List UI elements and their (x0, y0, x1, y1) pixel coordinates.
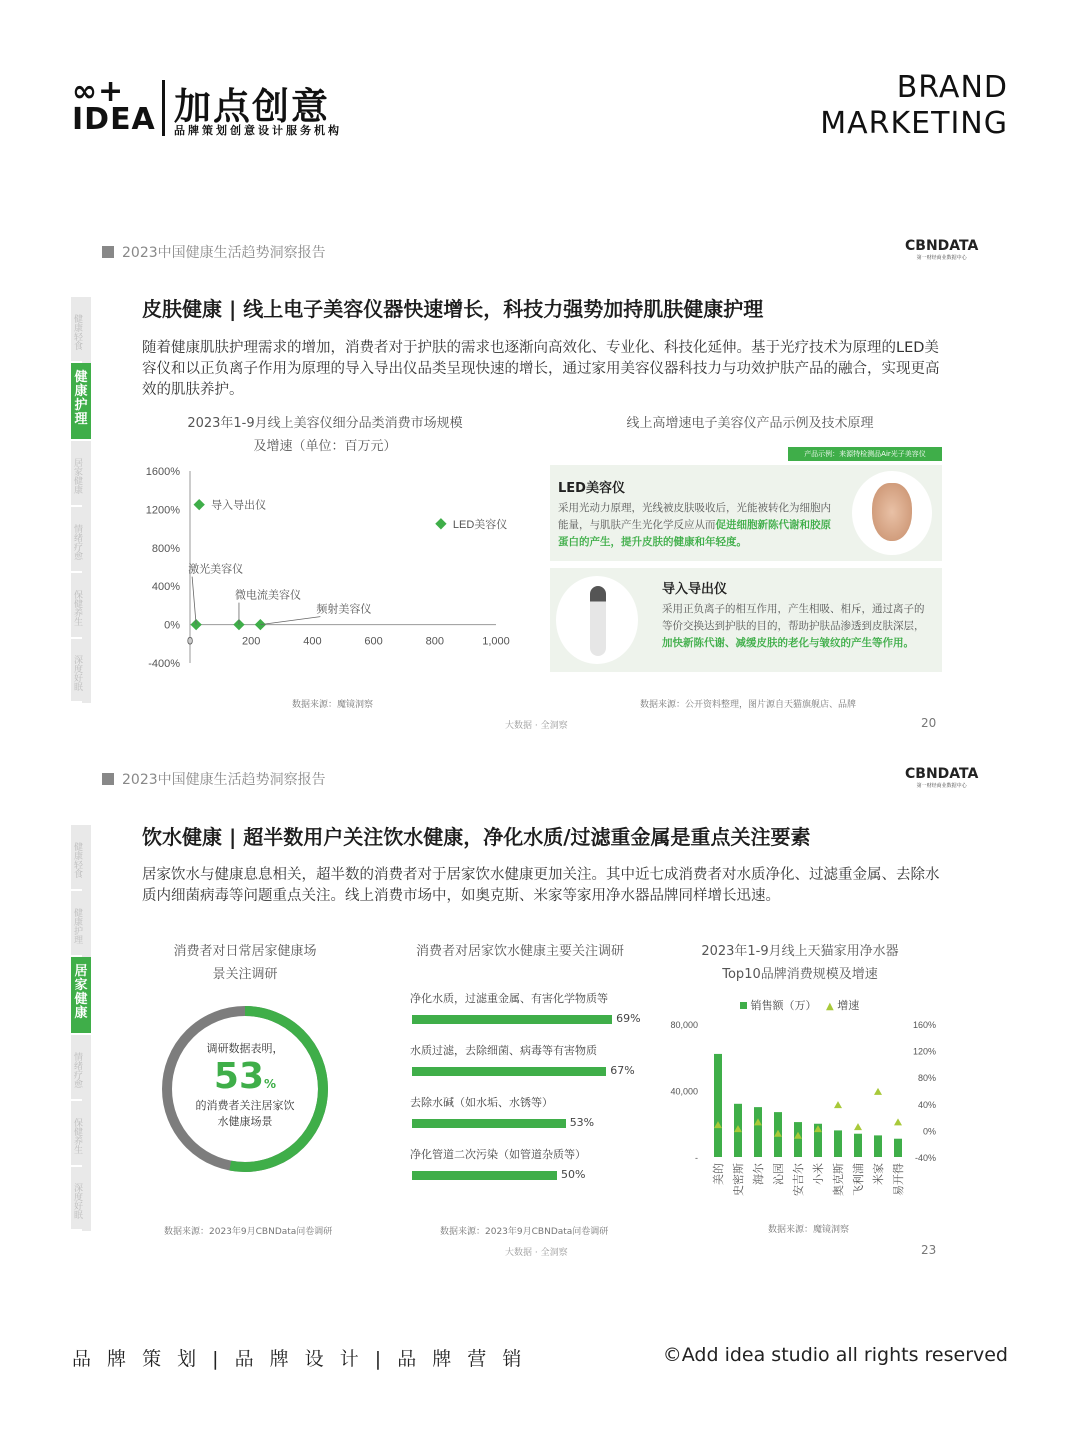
report-header (102, 242, 326, 262)
logo-chinese-name: 加点创意 (174, 85, 330, 128)
brand-line-1: BRAND (896, 70, 1008, 105)
legend-sales-label: 销售额（万） (750, 999, 817, 1012)
bar (412, 1119, 566, 1128)
side-tab-home-health[interactable]: 居家健康 (71, 441, 82, 507)
ion-card-body: 采用正负离子的相互作用，产生相吸、相斥，通过离子的等价交换达到护肤的目的，帮助护肤品渗透到皮肤深层， (662, 603, 925, 632)
bar-label: 净化水质，过滤重金属、有害化学物质等 (410, 992, 608, 1005)
led-card-text (558, 500, 840, 551)
side-tab-health-care-2[interactable]: 健康护理 (71, 891, 82, 957)
legend-growth-marker: ▲ (826, 1001, 834, 1012)
legend-sales-swatch (740, 1002, 747, 1009)
side-nav-2 (71, 825, 91, 1231)
donut-source: 数据来源：2023年9月CBNData问卷调研 (164, 1227, 333, 1237)
tmall-left-tick: 40,000 (670, 1086, 698, 1097)
scatter-point-label: 微电流美容仪 (234, 589, 301, 602)
tmall-source: 数据来源：魔镜洞察 (768, 1225, 850, 1235)
tmall-legend (740, 997, 859, 1013)
tmall-title-line-2: Top10品牌消费规模及增速 (722, 967, 878, 982)
legend-growth-label: 增速 (837, 999, 860, 1012)
scatter-chart (130, 455, 540, 685)
tmall-category-label: 美的 (713, 1163, 725, 1185)
page-number: 20 (921, 716, 937, 730)
scatter-point-label: 导入导出仪 (211, 499, 267, 512)
bar (412, 1171, 557, 1180)
scatter-point-label: LED美容仪 (452, 518, 508, 531)
scatter-x-tick: 400 (303, 635, 322, 648)
tmall-category-label: 米家 (873, 1163, 885, 1185)
bar-value-label: 67% (610, 1064, 635, 1077)
logo-infinity-plus: ∞+ (72, 74, 125, 109)
scatter-y-tick: -400% (148, 658, 180, 670)
led-card-body: 采用光动力原理，光线被皮肤吸收后，光能被转化为细胞内能量，与肌肤产生光化学反应从而 (558, 502, 831, 531)
tmall-category-label: 史密斯 (733, 1163, 745, 1196)
side-tab-light-food-2[interactable]: 健康轻食 (71, 825, 82, 891)
donut-top-text: 调研数据表明， (206, 1042, 284, 1055)
page-number-2: 23 (921, 1243, 937, 1257)
side-tab-deep-sleep[interactable]: 深度好眠 (71, 639, 82, 703)
chart-title-line-1: 2023年1-9月线上美容仪细分品类消费市场规模 (187, 416, 463, 431)
tmall-right-tick: 40% (917, 1099, 936, 1110)
bar-label: 净化管道二次污染（如管道杂质等） (410, 1148, 586, 1161)
logo-mark (72, 74, 156, 137)
report-title: 2023中国健康生活趋势洞察报告 (122, 245, 326, 261)
brand-marketing-title (820, 70, 1008, 142)
bar-value-label: 69% (616, 1012, 641, 1025)
donut-bottom-line-1: 的消费者关注居家饮 (195, 1099, 295, 1112)
side-nav (71, 297, 91, 703)
side-tab-wellness[interactable]: 保健养生 (71, 573, 82, 639)
donut-title-line-1: 消费者对日常居家健康场 (173, 944, 317, 959)
tmall-growth-marker (834, 1101, 842, 1108)
side-tab-emotion-healing-2[interactable]: 情绪疗愈 (71, 1035, 82, 1101)
page-footer-tagline-2: 大数据 · 全洞察 (505, 1248, 568, 1258)
tmall-chart-title (680, 940, 920, 986)
tmall-left-tick: 80,000 (670, 1020, 698, 1030)
bars-source: 数据来源：2023年9月CBNData问卷调研 (440, 1227, 609, 1237)
scatter-x-tick: 200 (242, 635, 261, 648)
tmall-combo-chart (660, 1012, 950, 1207)
logo-subtitle: 品牌策划创意设计服务机构 (174, 124, 342, 137)
side-tab-emotion-healing[interactable]: 情绪疗愈 (71, 507, 82, 573)
scatter-x-tick: 800 (425, 635, 444, 648)
bar-label: 水质过滤，去除细菌、病毒等有害物质 (410, 1044, 597, 1057)
beauty-wand-icon (590, 586, 606, 656)
logo-idea: IDEA (72, 102, 156, 137)
bar-value-label: 50% (561, 1168, 586, 1181)
tmall-sales-bar (894, 1139, 902, 1157)
page-body: 随着健康肌肤护理需求的增加，消费者对于护肤的需求也逐渐向高效化、专业化、科技化延伸。基于光疗技术为原理的LED美容仪和以正负离子作用为原理的导入导出仪品类呈现快速的增长，通过家用美容仪器科技力与功效护肤产品的融合，实现更高效的肌肤养护。 (142, 340, 940, 398)
tmall-category-label: 小米 (813, 1163, 825, 1185)
scatter-point (194, 499, 205, 510)
tmall-right-tick: -40% (914, 1153, 936, 1163)
footer-copyright: ©Add idea studio all rights reserved (662, 1344, 1008, 1366)
tmall-sales-bar (714, 1054, 722, 1157)
cbndata-wordmark-2: CBNDATA (905, 766, 979, 782)
chart-title-line-2: 及增速（单位：百万元） (253, 439, 397, 454)
tmall-sales-bar (794, 1122, 802, 1157)
cbndata-logo-2 (905, 766, 978, 789)
donut-unit: % (264, 1077, 277, 1091)
donut-center-text (175, 1040, 315, 1129)
ion-card-highlight: 加快新陈代谢、减缓皮肤的老化与皱纹的产生等作用。 (662, 637, 914, 649)
scatter-y-tick: 800% (151, 542, 180, 555)
side-tab-home-health-2[interactable]: 居家健康 (71, 957, 91, 1035)
side-tab-deep-sleep-2[interactable]: 深度好眠 (71, 1167, 82, 1231)
tmall-right-tick: 160% (912, 1020, 936, 1030)
bar (412, 1067, 606, 1076)
tmall-right-tick: 0% (922, 1126, 936, 1137)
face-mask-icon (872, 483, 912, 541)
cbndata-subtitle: 第一财经商业数据中心 (916, 255, 967, 261)
bar-row (410, 990, 670, 1028)
tmall-sales-bar (854, 1134, 862, 1157)
tmall-sales-bar (874, 1135, 882, 1157)
bar (412, 1015, 612, 1024)
scatter-x-tick: 600 (364, 635, 383, 648)
tmall-left-tick: - (695, 1153, 698, 1163)
donut-title (150, 940, 340, 986)
scatter-point-label: 激光美容仪 (188, 563, 244, 576)
bar-value-label: 53% (569, 1116, 595, 1129)
ion-device-image (556, 576, 638, 664)
report-title-2: 2023中国健康生活趋势洞察报告 (122, 772, 326, 788)
scatter-leader-line (192, 577, 196, 625)
footer-services: 品 牌 策 划 | 品 牌 设 计 | 品 牌 营 销 (72, 1348, 527, 1370)
scatter-point-label: 频射美容仪 (316, 603, 372, 616)
scatter-y-tick: 1600% (145, 466, 180, 478)
scatter-y-tick: 0% (164, 619, 180, 632)
chart-source: 数据来源：魔镜洞察 (292, 700, 374, 710)
tmall-title-line-1: 2023年1-9月线上天猫家用净水器 (701, 944, 899, 959)
page-footer-tagline: 大数据 · 全洞察 (505, 721, 568, 731)
tmall-category-label: 奥克斯 (833, 1163, 845, 1196)
right-panel-source: 数据来源：公开资料整理，图片源自天猫旗舰店、品牌 (640, 700, 857, 710)
scatter-leader-line (260, 617, 320, 625)
bars-title: 消费者对居家饮水健康主要关注调研 (415, 944, 624, 959)
tmall-growth-marker (854, 1123, 862, 1130)
tmall-category-label: 易开得 (893, 1163, 905, 1196)
tmall-category-label: 飞利浦 (853, 1163, 865, 1196)
report-header-2 (102, 769, 326, 789)
led-mask-image (852, 471, 932, 555)
product-example-tag: 产品示例：来源特检测品Air光子美容仪 (788, 447, 942, 461)
bar-row (410, 1094, 670, 1132)
tmall-sales-bar (754, 1107, 762, 1157)
side-tab-wellness-2[interactable]: 保健养生 (71, 1101, 82, 1167)
led-card-highlight: 促进细胞新陈代谢和胶原蛋白的产生，提升皮肤的健康和年轻度。 (558, 519, 831, 548)
page-title-2: 饮水健康 | 超半数用户关注饮水健康，净化水质/过滤重金属是重点关注要素 (142, 825, 811, 849)
tmall-growth-marker (894, 1118, 902, 1125)
horizontal-bar-chart (410, 990, 670, 1190)
tmall-category-label: 海尔 (753, 1163, 765, 1185)
scatter-point (435, 518, 446, 529)
donut-title-line-2: 景关注调研 (212, 967, 278, 982)
cbndata-wordmark: CBNDATA (905, 238, 979, 254)
chart-title (160, 412, 490, 458)
tmall-growth-marker (874, 1088, 882, 1095)
tmall-right-tick: 80% (917, 1073, 936, 1084)
scatter-x-tick: 1,000 (482, 635, 510, 648)
led-device-card (550, 465, 942, 561)
cbndata-subtitle-2: 第一财经商业数据中心 (916, 783, 967, 789)
scatter-y-tick: 1200% (145, 504, 180, 517)
led-card-title: LED美容仪 (558, 481, 625, 496)
brand-line-2: MARKETING (820, 106, 1008, 141)
logo-divider (162, 80, 165, 136)
bar-row (410, 1146, 670, 1184)
side-tab-light-food[interactable]: 健康轻食 (71, 297, 82, 363)
donut-value: 53 (213, 1056, 265, 1097)
tmall-category-label: 安吉尔 (793, 1163, 805, 1196)
ion-card-text (662, 601, 934, 652)
bar-row (410, 1042, 670, 1080)
ion-card-title: 导入导出仪 (662, 582, 728, 597)
page-title: 皮肤健康 | 线上电子美容仪器快速增长，科技力强势加持肌肤健康护理 (142, 297, 764, 321)
page-body-2: 居家饮水与健康息息相关，超半数的消费者对于居家饮水健康更加关注。其中近七成消费者对水质净化、过滤重金属、去除水质内细菌病毒等问题重点关注。线上消费市场中，如奥克斯、米家等家用净水器品牌同样增长迅速。 (142, 867, 940, 904)
tmall-category-label: 沁园 (773, 1163, 785, 1185)
scatter-y-tick: 400% (151, 581, 180, 594)
side-tab-health-care[interactable]: 健康护理 (71, 363, 91, 441)
tmall-sales-bar (834, 1130, 842, 1157)
ion-device-card (550, 568, 942, 672)
tmall-right-tick: 120% (912, 1046, 936, 1057)
right-panel-title: 线上高增速电子美容仪产品示例及技术原理 (626, 416, 874, 431)
donut-bottom-line-2: 水健康场景 (217, 1115, 273, 1128)
scatter-x-tick: 0 (186, 635, 194, 648)
bar-label: 去除水碱（如水垢、水锈等） (410, 1096, 553, 1109)
cbndata-logo (905, 238, 978, 261)
